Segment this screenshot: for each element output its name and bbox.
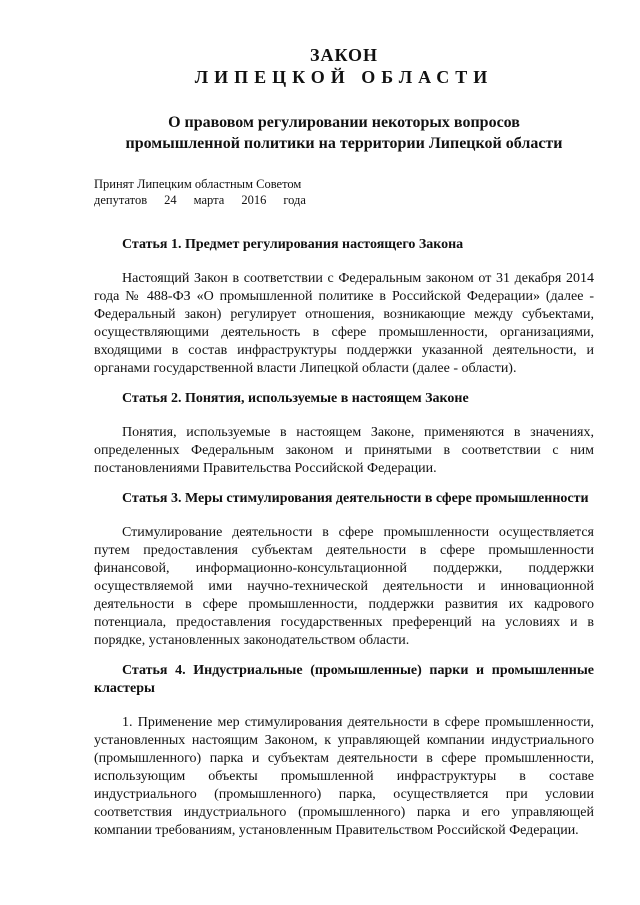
article-3-title: Статья 3. Меры стимулирования деятельности в сфере промышленности [122,491,589,506]
adoption-note [94,176,594,208]
article-2-text: Понятия, используемые в настоящем Законе, применяются в значениях, определенных Федеральным законом и принятыми в соответствии с ним постановлениями Правительства Российской Федерации. [94,425,594,476]
article-4-title: Статья 4. Индустриальные (промышленные) парки и промышленные кластеры [94,663,594,696]
article-1 [94,236,594,378]
region-title: ЛИПЕЦКОЙ ОБЛАСТИ [194,67,494,87]
adoption-year-word: года [283,193,306,207]
article-3 [94,490,594,650]
document-type-title: ЗАКОН [309,45,379,65]
article-4 [94,662,594,840]
article-1-title: Статья 1. Предмет регулирования настоящего Закона [122,237,464,252]
adoption-word: депутатов [94,193,148,207]
article-4-text: 1. Применение мер стимулирования деятельности в сфере промышленности, установленных настоящим Законом, к управляющей компании индустриального (промышленного) парка и субъектам деятельности в сфере промышленности, использующим объекты промышленной инфраструктуры в составе индустриального (промышленного) парка, осуществляется при условии соответствия индустриального (промышленного) парка и его управляющей компании требованиям, установленным Правительством Российской Федерации. [94,715,594,838]
article-2 [94,390,594,478]
law-subtitle-line-2: промышленной политики на территории Липецкой области [125,135,563,152]
adoption-day: 24 [164,193,177,207]
article-1-text: Настоящий Закон в соответствии с Федеральным законом от 31 декабря 2014 года № 488-ФЗ «О промышленной политике в Российской Федерации» (далее - Федеральный закон) регулирует отношения, возникающие между субъектами, осуществляющими деятельность в сфере промышленности, организациями, входящими в состав инфраструктуры поддержки указанной деятельности, и органами государственной власти Липецкой области (далее - области). [94,271,594,376]
law-subtitle [94,112,594,154]
law-subtitle-line-1: О правовом регулировании некоторых вопросов [168,114,520,131]
adoption-line-2 [94,192,306,208]
adoption-line-1: Принят Липецким областным Советом [94,177,302,191]
adoption-year: 2016 [241,193,267,207]
article-3-text: Стимулирование деятельности в сфере промышленности осуществляется путем предоставления субъектам деятельности в сфере промышленности финансовой, информационно-консультационной поддержки, поддержки осуществляемой ими научно-технической деятельности и инновационной деятельности в сфере промышленности, поддержки развития их кадрового потенциала, предоставления государственных преференций на условиях и в порядке, установленных законодательством области. [94,525,594,648]
article-2-title: Статья 2. Понятия, используемые в настоящем Законе [122,391,469,406]
adoption-month: марта [193,193,225,207]
